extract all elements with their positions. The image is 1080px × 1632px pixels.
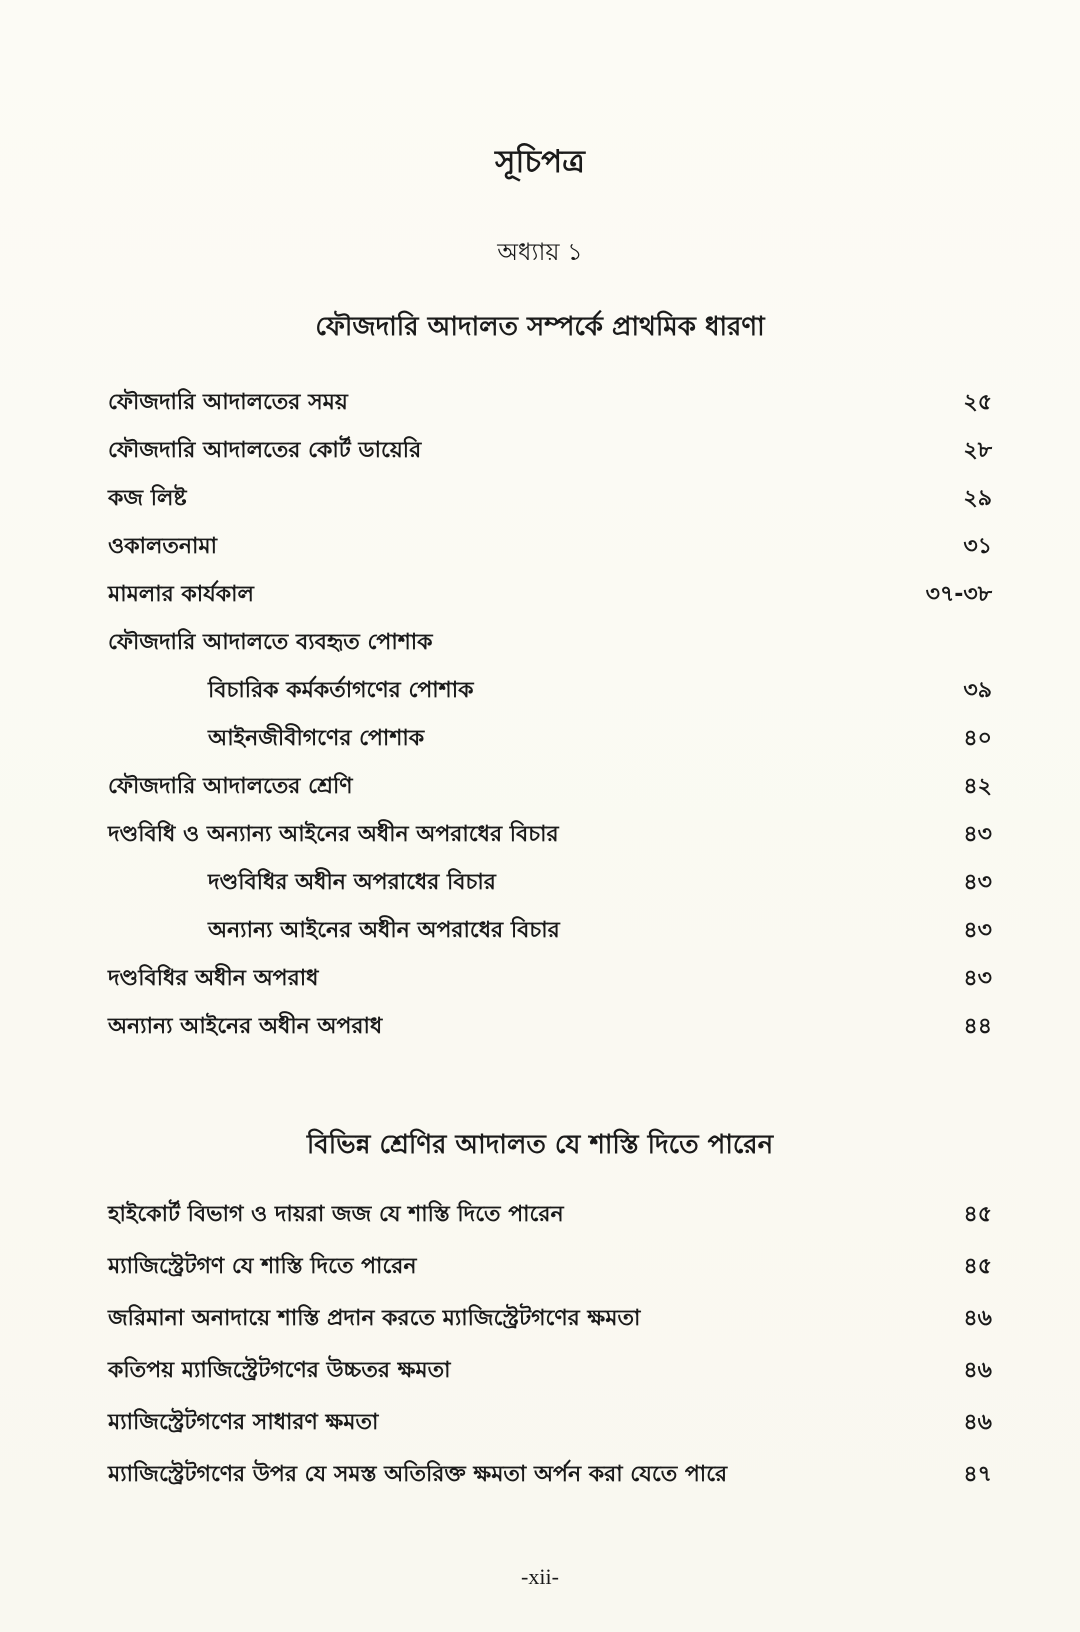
- toc-entry: [108, 626, 992, 660]
- toc-entry-text: হাইকোর্ট বিভাগ ও দায়রা জজ যে শাস্তি দিতে পারেন: [108, 1202, 564, 1227]
- toc-entry-text: ফৌজদারি আদালতের সময়: [108, 390, 348, 415]
- toc-entry-page: ৩১: [963, 534, 992, 559]
- toc-entry-page: ৩৭-৩৮: [925, 582, 992, 607]
- toc-entry-page: ২৮: [963, 438, 992, 463]
- toc-entry: [108, 1198, 992, 1232]
- chapter-label: অধ্যায় ১: [497, 238, 583, 266]
- toc-entry-text: ফৌজদারি আদালতের শ্রেণি: [108, 774, 353, 799]
- toc-entry-text: দণ্ডবিধি ও অন্যান্য আইনের অধীন অপরাধের বিচার: [108, 822, 559, 847]
- toc-subentry: [108, 722, 992, 756]
- toc-entry-text: বিচারিক কর্মকর্তাগণের পোশাক: [208, 678, 474, 703]
- toc-entry: [108, 1354, 992, 1388]
- toc-subentry: [108, 914, 992, 948]
- toc-subentry: [108, 674, 992, 708]
- toc-entry-text: আইনজীবীগণের পোশাক: [208, 726, 425, 751]
- toc-entry-page: ২৯: [963, 486, 992, 511]
- toc-entry-page: ৩৯: [963, 678, 992, 703]
- toc-entry-text: কজ লিষ্ট: [108, 486, 187, 511]
- toc-entry-text: ম্যাজিস্ট্রেটগণের সাধারণ ক্ষমতা: [108, 1410, 379, 1435]
- toc-entry-page: ৪৩: [963, 966, 992, 991]
- toc-entry-page: ২৫: [963, 390, 992, 415]
- toc-entry-page: ৪৬: [963, 1306, 992, 1331]
- toc-entry-page: ৪৩: [963, 870, 992, 895]
- toc-entry: [108, 1250, 992, 1284]
- toc-entry-text: মামলার কার্যকাল: [108, 582, 254, 607]
- toc-entry-text: অন্যান্য আইনের অধীন অপরাধের বিচার: [208, 918, 560, 943]
- toc-entry-page: ৪৭: [963, 1462, 992, 1487]
- toc-entry-text: জরিমানা অনাদায়ে শাস্তি প্রদান করতে ম্যাজিস্ট্রেটগণের ক্ষমতা: [108, 1306, 641, 1331]
- toc-entry: [108, 434, 992, 468]
- toc-entry: [108, 482, 992, 516]
- toc-entry: [108, 1406, 992, 1440]
- toc-subentry: [108, 866, 992, 900]
- toc-entry-text: ওকালতনামা: [108, 534, 217, 559]
- toc-entry-text: দণ্ডবিধির অধীন অপরাধের বিচার: [208, 870, 496, 895]
- toc-entry-page: ৪৬: [963, 1358, 992, 1383]
- toc-entry-text: অন্যান্য আইনের অধীন অপরাধ: [108, 1014, 383, 1039]
- toc-entry-page: ৪৩: [963, 822, 992, 847]
- toc-entry: [108, 1302, 992, 1336]
- section-heading-2: বিভিন্ন শ্রেণির আদালত যে শাস্তি দিতে পারেন: [306, 1130, 774, 1160]
- page-number-footer: -xii-: [521, 1564, 559, 1589]
- toc-entry: [108, 1458, 992, 1492]
- toc-entry-page: ৪০: [963, 726, 992, 751]
- page-title: সূচিপত্র: [495, 144, 585, 180]
- toc-entry: [108, 530, 992, 564]
- toc-entry: [108, 386, 992, 420]
- toc-entry-text: দণ্ডবিধির অধীন অপরাধ: [108, 966, 319, 991]
- toc-entry-page: ৪৩: [963, 918, 992, 943]
- toc-entry-page: ৪২: [963, 774, 992, 799]
- toc-entry-page: ৪৫: [963, 1254, 992, 1279]
- toc-entry-page: ৪৬: [963, 1410, 992, 1435]
- toc-entry: [108, 962, 992, 996]
- section-heading-1: ফৌজদারি আদালত সম্পর্কে প্রাথমিক ধারণা: [315, 312, 765, 342]
- toc-entry-text: ম্যাজিস্ট্রেটগণের উপর যে সমস্ত অতিরিক্ত ক্ষমতা অর্পন করা যেতে পারে: [108, 1462, 728, 1487]
- toc-entry: [108, 1010, 992, 1044]
- toc-entry-page: ৪৫: [963, 1202, 992, 1227]
- toc-entry-text: ম্যাজিস্ট্রেটগণ যে শাস্তি দিতে পারেন: [108, 1254, 417, 1279]
- toc-entry-page: ৪৪: [963, 1014, 992, 1039]
- toc-entry-text: ফৌজদারি আদালতে ব্যবহৃত পোশাক: [108, 630, 433, 655]
- toc-entry-text: কতিপয় ম্যাজিস্ট্রেটগণের উচ্চতর ক্ষমতা: [108, 1358, 451, 1383]
- toc-entry: [108, 578, 992, 612]
- toc-entry: [108, 770, 992, 804]
- toc-entry: [108, 818, 992, 852]
- toc-entry-text: ফৌজদারি আদালতের কোর্ট ডায়েরি: [108, 438, 422, 463]
